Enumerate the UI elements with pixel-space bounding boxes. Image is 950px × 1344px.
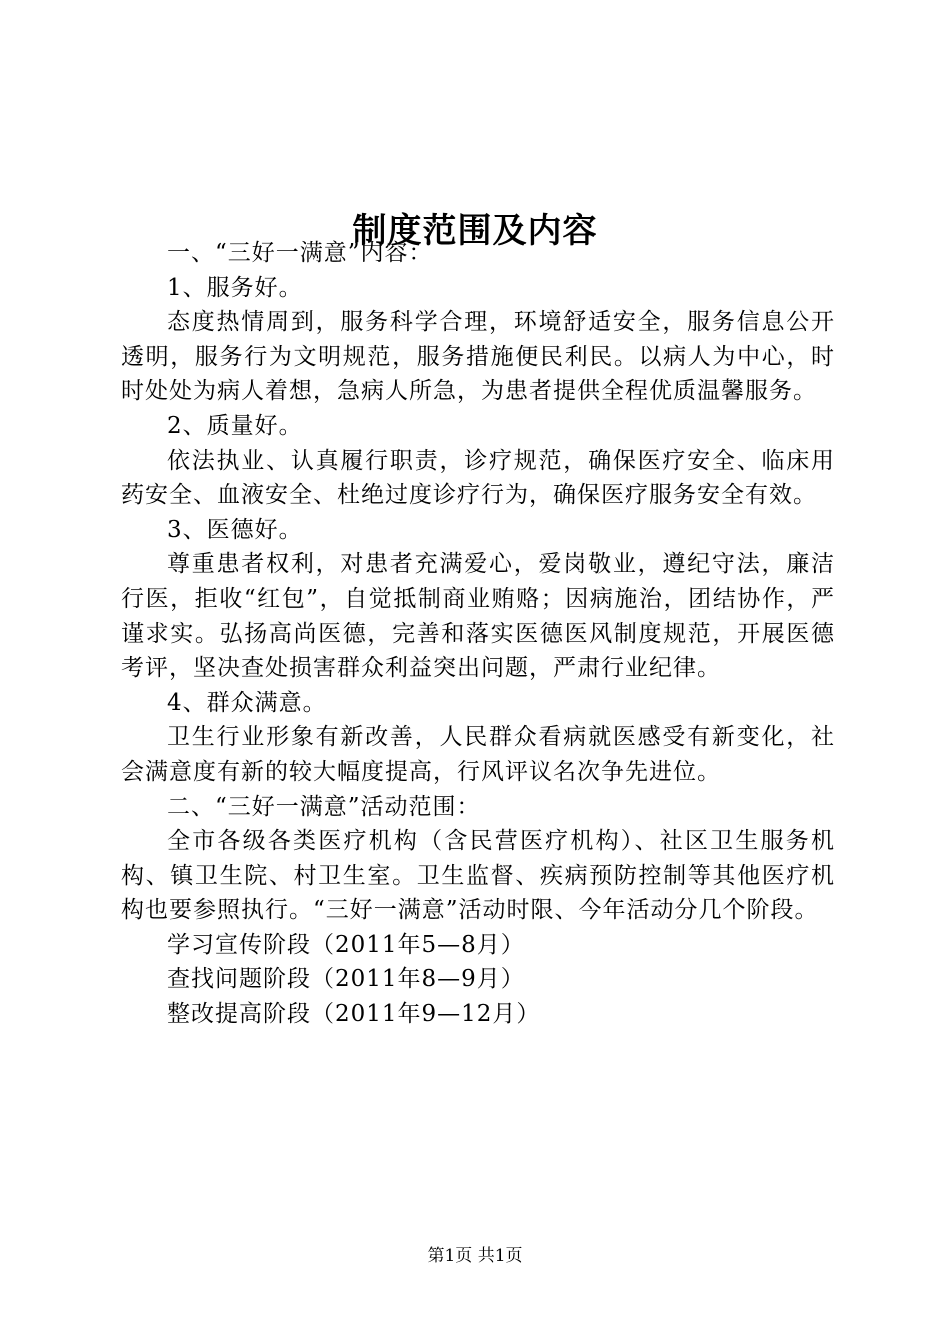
- item-heading-service: 1、服务好。: [167, 274, 303, 301]
- paragraph-scope: 全市各级各类医疗机构（含民营医疗机构）、社区卫生服务机构、镇卫生院、村卫生室。卫生监督、疾病预防控制等其他医疗机构也要参照执行。“三好一满意”活动时限、今年活动分几个阶段。: [121, 828, 835, 924]
- paragraph-quality: 依法执业、认真履行职责，诊疗规范，确保医疗安全、临床用药安全、血液安全、杜绝过度诊疗行为，确保医疗服务安全有效。: [121, 447, 835, 509]
- stage-item-investigation: 查找问题阶段（2011年8—9月）: [167, 966, 525, 993]
- paragraph-ethics: 尊重患者权利，对患者充满爱心，爱岗敬业，遵纪守法，廉洁行医，拒收“红包”，自觉抵制商业贿赂；因病施治，团结协作，严谨求实。弘扬高尚医德，完善和落实医德医风制度规范，开展医德考评，坚决查处损害群众利益突出问题，严肃行业纪律。: [121, 551, 835, 682]
- document-body: [121, 236, 835, 1032]
- page-footer: 第1页 共1页: [427, 1246, 523, 1266]
- stage-item-publicity: 学习宣传阶段（2011年5—8月）: [167, 931, 525, 958]
- paragraph-service: 态度热情周到，服务科学合理，环境舒适安全，服务信息公开透明，服务行为文明规范，服务措施便民利民。以病人为中心，时时处处为病人着想，急病人所急，为患者提供全程优质温馨服务。: [121, 309, 835, 405]
- section-heading-content: 一、“三好一满意”内容：: [167, 240, 433, 266]
- paragraph-satisfaction: 卫生行业形象有新改善，人民群众看病就医感受有新变化，社会满意度有新的较大幅度提高，行风评议名次争先进位。: [121, 724, 835, 785]
- document-title: 制度范围及内容: [352, 210, 598, 251]
- item-heading-ethics: 3、医德好。: [167, 516, 303, 543]
- item-heading-quality: 2、质量好。: [167, 412, 303, 439]
- stage-item-rectification: 整改提高阶段（2011年9—12月）: [167, 1001, 541, 1028]
- item-heading-satisfaction: 4、群众满意。: [167, 689, 327, 716]
- section-heading-scope: 二、“三好一满意”活动范围：: [167, 793, 481, 820]
